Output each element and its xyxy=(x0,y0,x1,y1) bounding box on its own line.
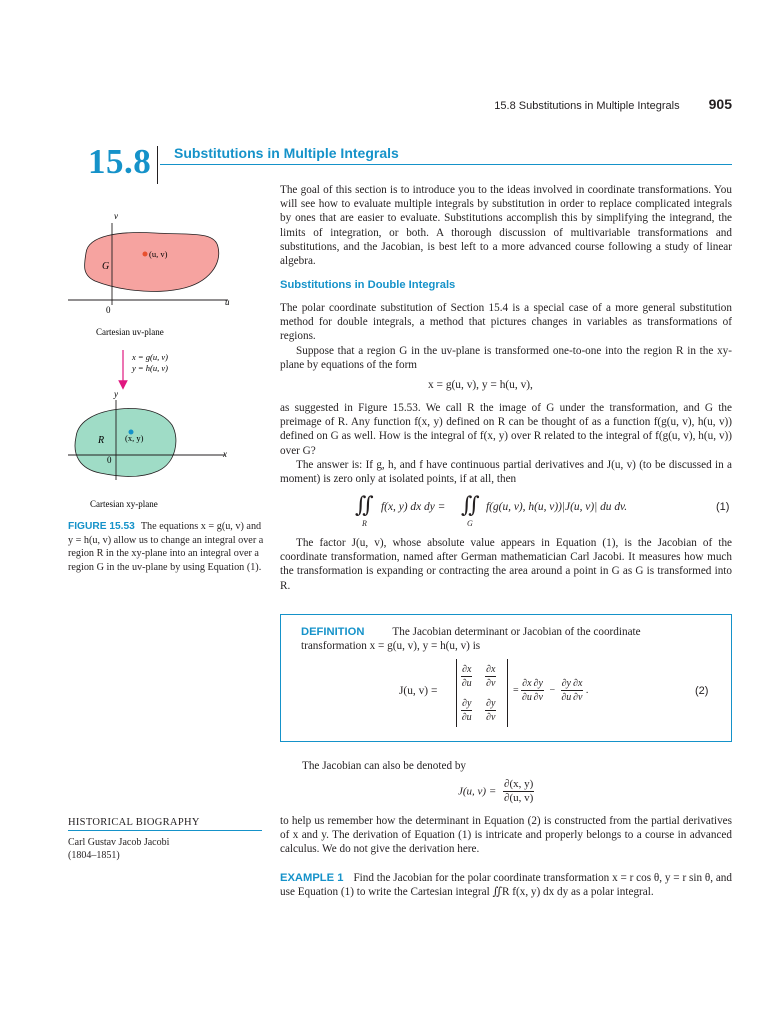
point-xy-label: (x, y) xyxy=(125,433,144,443)
uv-origin: 0 xyxy=(106,305,111,315)
section-rule xyxy=(160,164,732,165)
det-entry-xu: $\frac{\partial x}{\partial u}$ xyxy=(461,664,472,689)
equation-1 xyxy=(355,492,735,532)
figure-15-53 xyxy=(60,205,280,515)
det-entry-yv: $\frac{\partial y}{\partial v}$ xyxy=(486,698,496,723)
definition-box xyxy=(280,614,732,742)
mapping-equation-y: y = h(u, v) xyxy=(132,363,168,373)
det-entry-yu: $\frac{\partial y}{\partial u}$ xyxy=(461,698,472,723)
eq1-number: (1) xyxy=(716,501,730,513)
running-title: 15.8 Substitutions in Multiple Integrals xyxy=(494,100,680,112)
section-title: Substitutions in Multiple Integrals xyxy=(174,145,399,161)
intro-paragraph: The goal of this section is to introduce you to the ideas involved in coordinate transformations. You will see how to evaluate multiple integrals by substitution in order to replace complicated integrals by ones that are easier to evaluate. Substitutions accomplish this by simplifying the integrand, the limits of integration, or both. A thorough discussion of multivariable transformations and substitutions, and the Jacobian, is best left to a more advanced course following a study of linear algebra. xyxy=(280,184,732,268)
eq1-lhs: f(x, y) dx dy = xyxy=(381,501,446,513)
biography-years: (1804–1851) xyxy=(68,850,120,861)
det-entry-xv: $\frac{\partial x}{\partial v}$ xyxy=(486,664,496,689)
double-integral-sign-rhs: ∬ xyxy=(461,492,480,517)
page-number: 905 xyxy=(708,96,732,112)
historical-biography-entry xyxy=(68,836,169,862)
figure-caption xyxy=(68,520,268,574)
xy-origin: 0 xyxy=(107,455,112,465)
point-uv-dot xyxy=(143,252,148,257)
definition-text: DEFINITION The Jacobian determinant or Jacobian of the coordinate transformation x = g(u, v), y = h(u, v) is xyxy=(301,626,641,653)
double-integral-sign-lhs: ∬ xyxy=(355,492,374,517)
figure-caption-text: The equations x = g(u, v) and y = h(u, v) allow us to change an integral over a region R in the xy-plane into an integral over a region G in the uv-plane by using Equation (1). xyxy=(68,521,264,573)
factor-paragraph: The factor J(u, v), whose absolute value appears in Equation (1), is the Jacobian of the coordinate transformation, named after German mathematician Carl Jacobi. It measures how much the transformation is expanding or contracting the area around a point in G as G is transformed into R. xyxy=(280,537,732,592)
section-number: 15.8 xyxy=(88,142,152,181)
running-head xyxy=(470,96,732,112)
biography-name: Carl Gustav Jacob Jacobi xyxy=(68,837,170,848)
region-g-label: G xyxy=(102,261,110,272)
jacobian-determinant xyxy=(456,659,508,727)
lhs-region: R xyxy=(362,519,367,528)
jacobian-lhs: J(u, v) = xyxy=(399,685,438,697)
eq2-number: (2) xyxy=(695,685,709,697)
example-label: EXAMPLE 1 xyxy=(280,872,344,884)
answer-paragraph: The answer is: If g, h, and f have continuous partial derivatives and J(u, v) (to be discussed in a moment) is zero only at isolated points, if at all, then xyxy=(280,458,732,486)
example-1 xyxy=(280,871,732,899)
remember-paragraph: to help us remember how the determinant in Equation (2) is constructed from the partial derivatives of x and y. The derivation of Equation (1) is intricate and properly belongs to a course in advanced calculus. We do not give the derivation here. xyxy=(280,815,732,856)
subsection-heading: Substitutions in Double Integrals xyxy=(280,279,456,291)
section-divider xyxy=(157,146,158,184)
historical-biography-rule xyxy=(68,830,262,831)
rhs-region: G xyxy=(467,519,473,528)
xy-plane-label: Cartesian xy-plane xyxy=(90,499,158,509)
mapping-equation-x: x = g(u, v) xyxy=(132,352,168,362)
v-axis-label: v xyxy=(114,211,118,221)
y-axis-label: y xyxy=(114,389,118,399)
denoted-paragraph: The Jacobian can also be denoted by xyxy=(302,760,467,772)
x-axis-label: x xyxy=(223,449,227,459)
point-uv-label: (u, v) xyxy=(149,249,168,259)
image-paragraph: as suggested in Figure 15.53. We call R the image of G under the transformation, and G the preimage of R. Any function f(x, y) defined on R can be thought of as a function f(g(u, v), h(u, v)) defined on G as well. How is the integral of f(x, y) over R related to the integral of f(g(u, v), h(u, v)) over G? The answer is: If g, h, and f have continuous partial derivatives and J(u, v) (to be discussed in a moment) is zero only at isolated points, if at all, then xyxy=(280,402,732,486)
jacobian-expansion: = $\frac{\partial x}{\partial u}$ $\frac{\partial y}{\partial v}$ − $\frac{\partial y}{\partial u}$ $\frac{\partial x}{\partial v}$ . xyxy=(513,678,589,703)
jacobian-notation: J(u, v) = $\frac{\partial(x, y)}{\partial(u, v)}$ xyxy=(458,778,534,804)
u-axis-label: u xyxy=(225,297,230,307)
example-text: Find the Jacobian for the polar coordinate transformation x = r cos θ, y = r sin θ, and use Equation (1) to write the Cartesian integral ∬R f(x, y) dx dy as a polar integral. xyxy=(280,872,732,899)
suppose-paragraph: Suppose that a region G in the uv-plane is transformed one-to-one into the region R in the xy-plane by equations of the form xyxy=(280,344,732,371)
transform-equation: x = g(u, v), y = h(u, v), xyxy=(428,379,533,391)
uv-plane-label: Cartesian uv-plane xyxy=(96,327,164,337)
historical-biography-title: HISTORICAL BIOGRAPHY xyxy=(68,817,200,828)
eq1-rhs: f(g(u, v), h(u, v))|J(u, v)| du dv. xyxy=(486,501,628,513)
polar-paragraph: The polar coordinate substitution of Section 15.4 is a special case of a more general substitution method for double integrals, a method that pictures changes in variables as transformations of regions. Suppose that a region G in the uv-plane is transformed one-to-one into the region R in the xy-plane by equations of the form xyxy=(280,302,732,371)
figure-caption-label: FIGURE 15.53 xyxy=(68,521,135,532)
region-r-label: R xyxy=(98,435,105,446)
definition-label: DEFINITION xyxy=(301,626,365,638)
